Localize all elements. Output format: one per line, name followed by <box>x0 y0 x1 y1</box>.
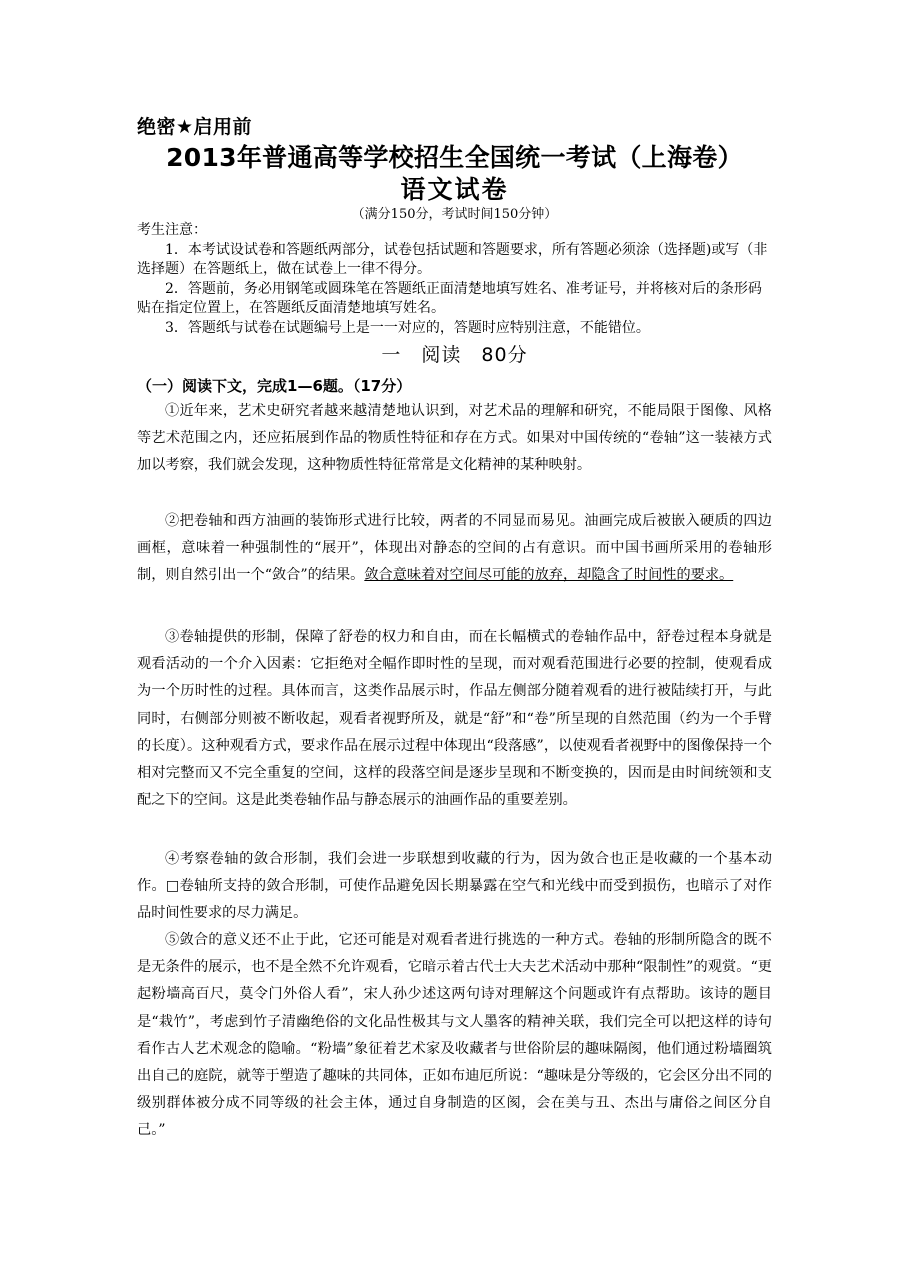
paper-subject: 语文试卷 <box>400 175 509 204</box>
passage-paragraph-2 <box>137 508 772 590</box>
exam-title: 2013年普通高等学校招生全国统一考试（上海卷） <box>166 143 743 172</box>
notice-item-1: 1．本考试设试卷和答题纸两部分，试卷包括试题和答题要求，所有答题必须涂（选择题)或写（非选择题）在答题纸上，做在试卷上一律不得分。 <box>137 241 768 277</box>
passage-paragraph-3: ③卷轴提供的形制，保障了舒卷的权力和自由，而在长幅横式的卷轴作品中，舒卷过程本身就是观看活动的一个介入因素：它拒绝对全幅作即时性的呈现，而对观看范围进行必要的控制，使观看成为一个历时性的过程。具体而言，这类作品展示时，作品左侧部分随着观看的进行被陆续打开，与此同时，右侧部分则被不断收起，观看者视野所及，就是“舒”和“卷”所呈现的自然范围（约为一个手臂的长度）。这种观看方式，要求作品在展示过程中体现出“段落感”，以使观看者视野中的图像保持一个相对完整而又不完全重复的空间，这样的段落空间是逐步呈现和不断变换的，因而是由时间统领和支配之下的空间。这是此类卷轴作品与静态展示的油画作品的重要差别。 <box>137 629 772 809</box>
paragraph-2-text: ②把卷轴和西方油画的装饰形式进行比较，两者的不同显而易见。油画完成后被嵌入硬质的四边画框，意味着一种强制性的“展开”，体现出对静态的空间的占有意识。而中国书画所采用的卷轴形制，则自然引出一个“敛合”的结果。 <box>137 513 772 584</box>
candidate-notice <box>137 221 772 338</box>
notice-heading: 考生注意： <box>137 222 207 238</box>
notice-item-3: 3．答题纸与试卷在试题编号上是一一对应的，答题时应特别注意，不能错位。 <box>165 319 650 336</box>
part-heading: （一）阅读下文，完成1—6题。（17分） <box>137 377 412 395</box>
section-title: 一 阅读 80分 <box>381 344 528 366</box>
notice-item-2: 2．答题前，务必用钢笔或圆珠笔在答题纸正面清楚地填写姓名、准考证号，并将核对后的条形码贴在指定位置上，在答题纸反面清楚地填写姓名。 <box>137 280 762 316</box>
passage-paragraph-1: ①近年来，艺术史研究者越来越清楚地认识到，对艺术品的理解和研究，不能局限于图像、风格等艺术范围之内，还应拓展到作品的物质性特征和存在方式。如果对中国传统的“卷轴”这一装裱方式加以考察，我们就会发现，这种物质性特征常常是文化精神的某种映射。 <box>137 403 772 474</box>
underlined-sentence: 敛合意味着对空间尽可能的放弃，却隐含了时间性的要求。 <box>364 567 734 584</box>
passage-paragraph-5: ⑤敛合的意义还不止于此，它还可能是对观看者进行挑选的一种方式。卷轴的形制所隐含的既不是无条件的展示，也不是全然不允许观看，它暗示着古代士大夫艺术活动中那种“限制性”的观赏。“更起粉墙高百尺，莫令门外俗人看”，宋人孙少述这两句诗对理解这个问题或许有点帮助。该诗的题目是“栽竹”，考虑到竹子清幽绝俗的文化品性极其与文人墨客的精神关联，我们完全可以把这样的诗句看作古人艺术观念的隐喻。“粉墙”象征着艺术家及收藏者与世俗阶层的趣味隔阂，他们通过粉墙圈筑出自己的庭院，就等于塑造了趣味的共同体，正如布迪厄所说：“趣味是分等级的，它会区分出不同的级别群体被分成不同等级的社会主体，通过自身制造的区阂，会在美与丑、杰出与庸俗之间区分自己。” <box>137 932 772 1139</box>
full-marks-note: （满分150分，考试时间150分钟） <box>351 207 558 222</box>
passage-paragraph-4: ④考察卷轴的敛合形制，我们会进一步联想到收藏的行为，因为敛合也正是收藏的一个基本动作。□卷轴所支持的敛合形制，可使作品避免因长期暴露在空气和光线中而受到损伤，也暗示了对作品时间性要求的尽力满足。 <box>137 851 772 922</box>
confidential-label: 绝密★启用前 <box>137 116 253 138</box>
